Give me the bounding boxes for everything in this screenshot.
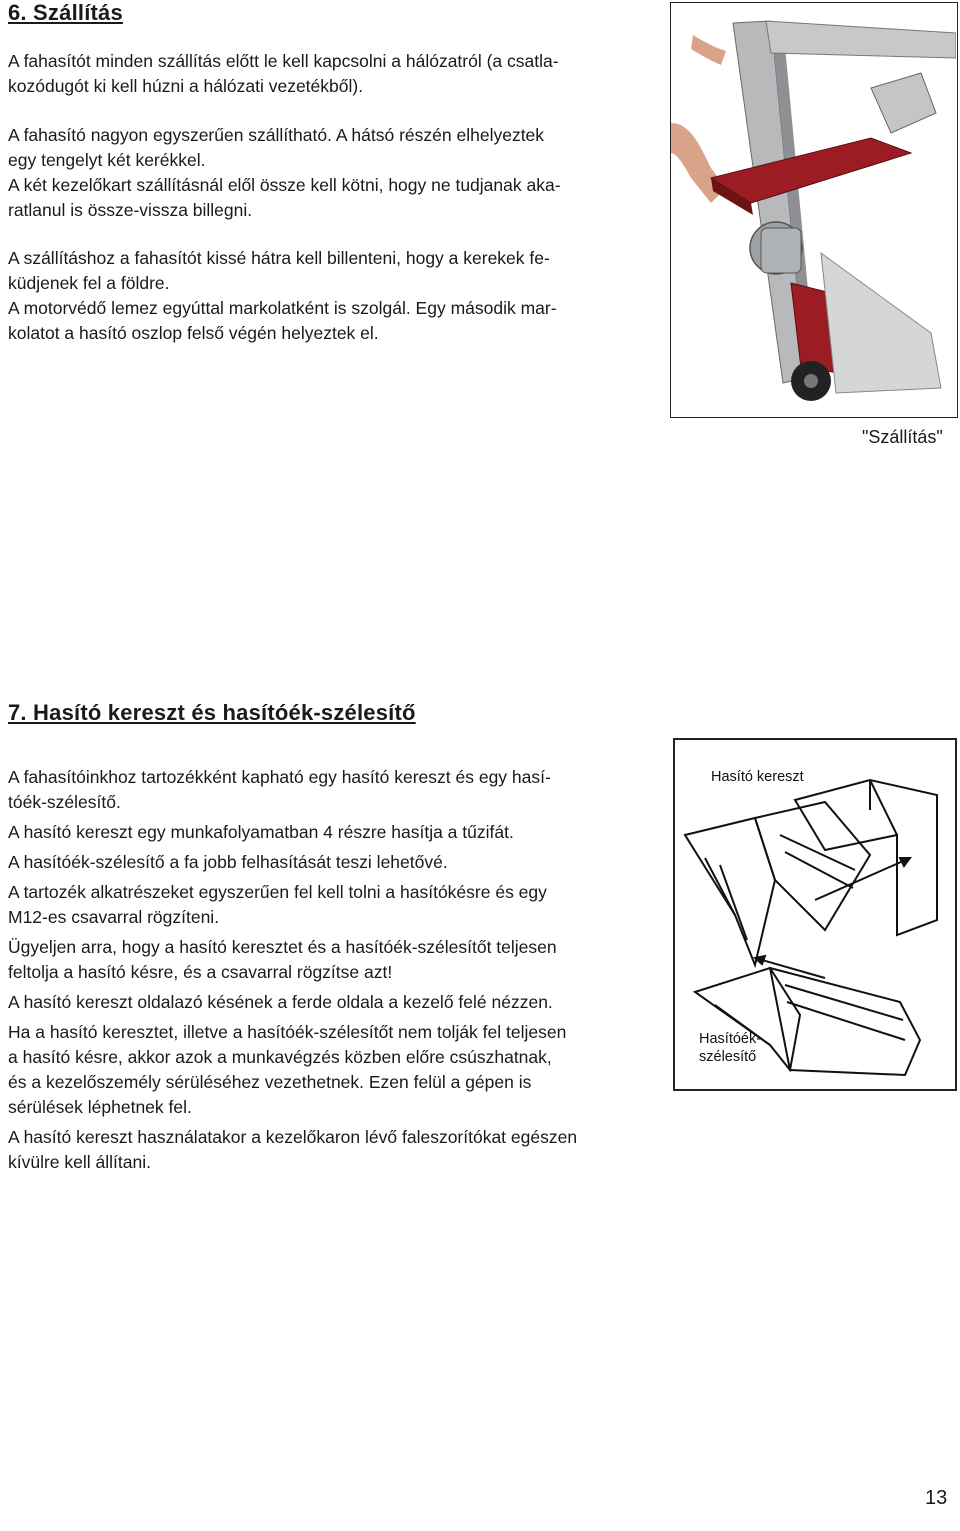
section-7-paragraph-4	[8, 880, 547, 930]
transport-figure-caption: "Szállítás"	[862, 427, 943, 447]
section-6-paragraph-3	[8, 246, 557, 346]
section-7-title: 7. Hasító kereszt és hasítóék-szélesítő	[8, 700, 416, 725]
section-7-paragraph-2	[8, 820, 514, 845]
section-6-paragraph-3-line-2: küdjenek fel a földre.	[8, 273, 170, 293]
section-6-paragraph-1-line-1: A fahasítót minden szállítás előtt le kell kapcsolni a hálózatról (a csatla-	[8, 51, 559, 71]
section-6-paragraph-3-line-3: A motorvédő lemez egyúttal markolatként is szolgál. Egy második mar-	[8, 298, 557, 318]
log-splitter-illustration	[671, 3, 956, 416]
section-6-paragraph-2-line-2: egy tengelyt két kerékkel.	[8, 150, 206, 170]
section-7-paragraph-2-line-1: A hasító kereszt egy munkafolyamatban 4 részre hasítja a tűzifát.	[8, 822, 514, 842]
section-7-paragraph-1-line-2: tóék-szélesítő.	[8, 792, 121, 812]
section-7-paragraph-5	[8, 935, 557, 985]
section-7-paragraph-8-line-2: kívülre kell állítani.	[8, 1152, 151, 1172]
section-7-paragraph-7	[8, 1020, 566, 1120]
section-7-paragraph-3	[8, 850, 448, 875]
section-6-paragraph-1-line-2: kozódugót ki kell húzni a hálózati vezetékből).	[8, 76, 364, 96]
section-7-paragraph-5-line-2: feltolja a hasító késre, és a csavarral rögzítse azt!	[8, 962, 393, 982]
section-6-paragraph-2-line-3: A két kezelőkart szállításnál elől össze kell kötni, hogy ne tudjanak aka-	[8, 175, 561, 195]
section-6-paragraph-2-line-4: ratlanul is össze-vissza billegni.	[8, 200, 253, 220]
section-7-paragraph-1-line-1: A fahasítóinkhoz tartozékként kapható egy hasító kereszt és egy hasí-	[8, 767, 551, 787]
transport-figure	[670, 2, 958, 418]
section-7-paragraph-3-line-1: A hasítóék-szélesítő a fa jobb felhasítását teszi lehetővé.	[8, 852, 448, 872]
section-7-paragraph-1	[8, 765, 551, 815]
section-7-paragraph-6-line-1: A hasító kereszt oldalazó késének a ferde oldala a kezelő felé nézzen.	[8, 992, 553, 1012]
section-7-paragraph-7-line-3: és a kezelőszemély sérüléséhez vezethetnek. Ezen felül a gépen is	[8, 1072, 532, 1092]
section-7-paragraph-4-line-2: M12-es csavarral rögzíteni.	[8, 907, 220, 927]
section-7-paragraph-8-line-1: A hasító kereszt használatakor a kezelőkaron lévő faleszorítókat egészen	[8, 1127, 578, 1147]
page-number: 13	[925, 1487, 948, 1509]
section-7-paragraph-6	[8, 990, 553, 1015]
section-6-paragraph-2-line-1: A fahasító nagyon egyszerűen szállítható. A hátsó részén elhelyeztek	[8, 125, 545, 145]
section-6-title: 6. Szállítás	[8, 0, 123, 25]
section-6-paragraph-2	[8, 123, 561, 223]
figure-label-wedge-widener-line-2: szélesítő	[699, 1049, 757, 1065]
accessories-drawing	[675, 740, 955, 1089]
section-7-paragraph-7-line-1: Ha a hasító keresztet, illetve a hasítóék-szélesítőt nem tolják fel teljesen	[8, 1022, 567, 1042]
section-6-paragraph-1	[8, 49, 559, 99]
figure-label-splitting-cross: Hasító kereszt	[711, 769, 804, 785]
section-7-paragraph-7-line-2: a hasító késre, akkor azok a munkavégzés közben előre csúszhatnak,	[8, 1047, 552, 1067]
section-7-paragraph-7-line-4: sérülések léphetnek fel.	[8, 1097, 192, 1117]
section-6-paragraph-3-line-1: A szállításhoz a fahasítót kissé hátra kell billenteni, hogy a kerekek fe-	[8, 248, 550, 268]
section-7-paragraph-4-line-1: A tartozék alkatrészeket egyszerűen fel kell tolni a hasítókésre és egy	[8, 882, 547, 902]
section-7-paragraph-8	[8, 1125, 577, 1175]
accessories-figure	[673, 738, 957, 1091]
section-6-paragraph-3-line-4: kolatot a hasító oszlop felső végén helyeztek el.	[8, 323, 379, 343]
figure-label-wedge-widener-line-1: Hasítóék-	[699, 1031, 762, 1047]
section-7-paragraph-5-line-1: Ügyeljen arra, hogy a hasító keresztet és a hasítóék-szélesítőt teljesen	[8, 937, 557, 957]
